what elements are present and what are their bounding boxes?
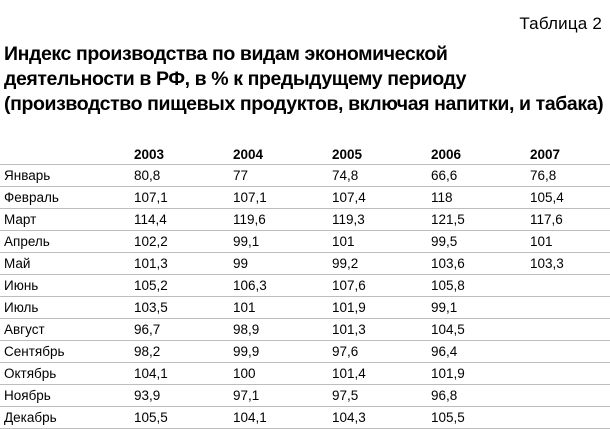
value-cell: 76,8 xyxy=(530,165,610,187)
table-row xyxy=(0,341,610,363)
table-row xyxy=(0,275,610,297)
value-cell: 96,8 xyxy=(431,385,530,407)
value-cell: 119,6 xyxy=(233,209,332,231)
month-cell: Сентябрь xyxy=(0,341,134,363)
table-row xyxy=(0,385,610,407)
value-cell: 106,3 xyxy=(233,275,332,297)
value-cell: 98,9 xyxy=(233,319,332,341)
table-row xyxy=(0,319,610,341)
value-cell: 77 xyxy=(233,165,332,187)
value-cell: 104,1 xyxy=(233,407,332,429)
value-cell xyxy=(530,407,610,429)
value-cell: 101,3 xyxy=(332,319,431,341)
title-line: (производство пищевых продуктов, включая напитки, и табака) xyxy=(4,93,604,115)
value-cell: 100 xyxy=(233,363,332,385)
value-cell: 105,5 xyxy=(134,407,233,429)
month-cell: Май xyxy=(0,253,134,275)
value-cell xyxy=(530,297,610,319)
value-cell xyxy=(530,341,610,363)
header-year: 2003 xyxy=(134,146,165,162)
value-cell: 101 xyxy=(332,231,431,253)
value-cell: 93,9 xyxy=(134,385,233,407)
table-row xyxy=(0,165,610,187)
value-cell: 102,2 xyxy=(134,231,233,253)
value-cell: 99 xyxy=(233,253,332,275)
value-cell: 74,8 xyxy=(332,165,431,187)
month-cell: Декабрь xyxy=(0,407,134,429)
value-cell: 118 xyxy=(431,187,530,209)
value-cell: 66,6 xyxy=(431,165,530,187)
table-row xyxy=(0,363,610,385)
table-row xyxy=(0,253,610,275)
value-cell: 105,2 xyxy=(134,275,233,297)
value-cell: 99,1 xyxy=(431,297,530,319)
value-cell: 96,4 xyxy=(431,341,530,363)
value-cell: 98,2 xyxy=(134,341,233,363)
value-cell: 97,1 xyxy=(233,385,332,407)
header-row xyxy=(0,146,610,165)
value-cell: 101,9 xyxy=(431,363,530,385)
value-cell: 121,5 xyxy=(431,209,530,231)
value-cell: 105,4 xyxy=(530,187,610,209)
value-cell: 101 xyxy=(233,297,332,319)
header-year: 2007 xyxy=(530,146,561,162)
table-row xyxy=(0,231,610,253)
month-cell: Январь xyxy=(0,165,134,187)
header-year: 2006 xyxy=(431,146,462,162)
title-line: Индекс производства по видам экономической xyxy=(4,43,448,65)
value-cell: 97,6 xyxy=(332,341,431,363)
production-index-table xyxy=(0,146,610,429)
table-row xyxy=(0,407,610,429)
value-cell: 117,6 xyxy=(530,209,610,231)
value-cell: 99,9 xyxy=(233,341,332,363)
value-cell: 101,9 xyxy=(332,297,431,319)
header-year: 2004 xyxy=(233,146,264,162)
value-cell xyxy=(530,275,610,297)
value-cell: 103,5 xyxy=(134,297,233,319)
value-cell: 105,8 xyxy=(431,275,530,297)
month-cell: Февраль xyxy=(0,187,134,209)
table-row xyxy=(0,209,610,231)
value-cell: 119,3 xyxy=(332,209,431,231)
value-cell xyxy=(530,319,610,341)
month-cell: Ноябрь xyxy=(0,385,134,407)
value-cell xyxy=(530,385,610,407)
table-body xyxy=(0,165,610,429)
value-cell: 104,3 xyxy=(332,407,431,429)
value-cell: 101,4 xyxy=(332,363,431,385)
value-cell: 101,3 xyxy=(134,253,233,275)
title-line: деятельности в РФ, в % к предыдущему периоду xyxy=(4,68,467,90)
month-cell: Март xyxy=(0,209,134,231)
value-cell: 107,4 xyxy=(332,187,431,209)
value-cell: 99,2 xyxy=(332,253,431,275)
header-year: 2005 xyxy=(332,146,363,162)
value-cell xyxy=(530,363,610,385)
value-cell: 105,5 xyxy=(431,407,530,429)
month-cell: Октябрь xyxy=(0,363,134,385)
value-cell: 104,5 xyxy=(431,319,530,341)
month-cell: Август xyxy=(0,319,134,341)
table-number-label: Таблица 2 xyxy=(519,14,602,33)
value-cell: 114,4 xyxy=(134,209,233,231)
value-cell: 99,1 xyxy=(233,231,332,253)
value-cell: 107,1 xyxy=(134,187,233,209)
value-cell: 103,6 xyxy=(431,253,530,275)
value-cell: 107,1 xyxy=(233,187,332,209)
month-cell: Июль xyxy=(0,297,134,319)
value-cell: 97,5 xyxy=(332,385,431,407)
value-cell: 103,3 xyxy=(530,253,610,275)
value-cell: 107,6 xyxy=(332,275,431,297)
value-cell: 99,5 xyxy=(431,231,530,253)
value-cell: 80,8 xyxy=(134,165,233,187)
table-row xyxy=(0,187,610,209)
value-cell: 96,7 xyxy=(134,319,233,341)
table-title xyxy=(4,42,606,117)
value-cell: 104,1 xyxy=(134,363,233,385)
value-cell: 101 xyxy=(530,231,610,253)
month-cell: Апрель xyxy=(0,231,134,253)
header-month xyxy=(0,146,134,165)
month-cell: Июнь xyxy=(0,275,134,297)
table-row xyxy=(0,297,610,319)
